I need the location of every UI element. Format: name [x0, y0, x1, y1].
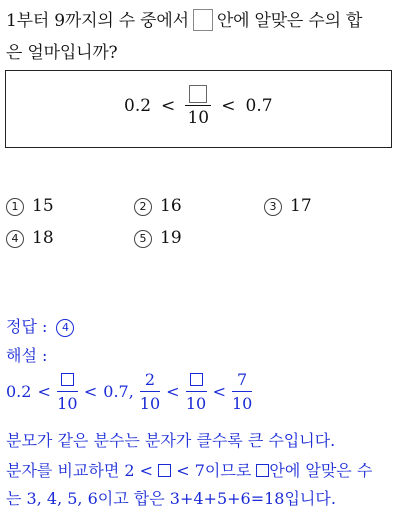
choice-number: 5: [134, 230, 152, 248]
explanation-line-1: 분모가 같은 분수는 분자가 클수록 큰 수입니다.: [6, 431, 336, 450]
problem-left: 0.2: [124, 95, 152, 116]
choice-number: 3: [264, 198, 282, 216]
answer-line: [6, 314, 82, 337]
expr-lt3: <: [166, 382, 180, 401]
question-text-b: 안에 알맞은 수의 합: [216, 11, 363, 31]
choice-value: 18: [32, 228, 54, 248]
expr-fraction-3: 10: [186, 370, 207, 413]
problem-op1: <: [161, 95, 176, 116]
choice-value: 15: [32, 196, 54, 216]
choice-value: 17: [290, 196, 312, 216]
question-line-2: 은 얼마입니까?: [6, 43, 118, 63]
problem-right: 0.7: [245, 95, 273, 116]
problem-denominator: 10: [187, 108, 210, 128]
numerator-blank-box: [189, 85, 207, 103]
choice-1[interactable]: [6, 196, 54, 216]
expr-fraction-1: 10: [57, 370, 78, 413]
expr-lt4: <: [212, 382, 226, 401]
expr-b: 0.7,: [103, 382, 134, 401]
blank-box-icon: [158, 464, 171, 477]
choice-number: 2: [134, 198, 152, 216]
choice-4[interactable]: [6, 228, 54, 248]
numerator-blank-box: [190, 373, 203, 386]
explanation-line-2: 분자를 비교하면 2 < < 7이므로 안에 알맞은 수: [6, 461, 373, 480]
choice-value: 16: [160, 196, 182, 216]
answer-number: 4: [56, 319, 74, 337]
question-text-a: 1부터 9까지의 수 중에서: [6, 11, 189, 31]
explanation-line-3: 는 3, 4, 5, 6이고 합은 3+4+5+6=18입니다.: [6, 489, 336, 508]
problem-box: [5, 70, 392, 148]
choice-value: 19: [160, 228, 182, 248]
question-line-1: [6, 6, 362, 31]
explanation-expression: [6, 370, 252, 413]
answer-label: 정답 :: [6, 317, 48, 336]
expr-fraction-4: $\frac{7}{10}$: [231, 370, 253, 413]
expr-lt2: <: [83, 382, 98, 401]
expr-a: 0.2: [6, 382, 32, 401]
choice-3[interactable]: [264, 196, 312, 216]
problem-fraction: [185, 83, 211, 128]
expr-fraction-2: $\frac{2}{10}$: [139, 370, 161, 413]
problem-op2: <: [221, 95, 236, 116]
blank-box: [193, 9, 213, 31]
choice-number: 1: [6, 198, 24, 216]
expr-lt1: <: [37, 382, 51, 401]
explanation-label: 해설 :: [6, 346, 48, 365]
choice-5[interactable]: [134, 228, 182, 248]
choice-number: 4: [6, 230, 24, 248]
blank-box-icon: [256, 464, 269, 477]
choice-2[interactable]: [134, 196, 182, 216]
problem-expression: [124, 83, 273, 128]
numerator-blank-box: [61, 373, 74, 386]
